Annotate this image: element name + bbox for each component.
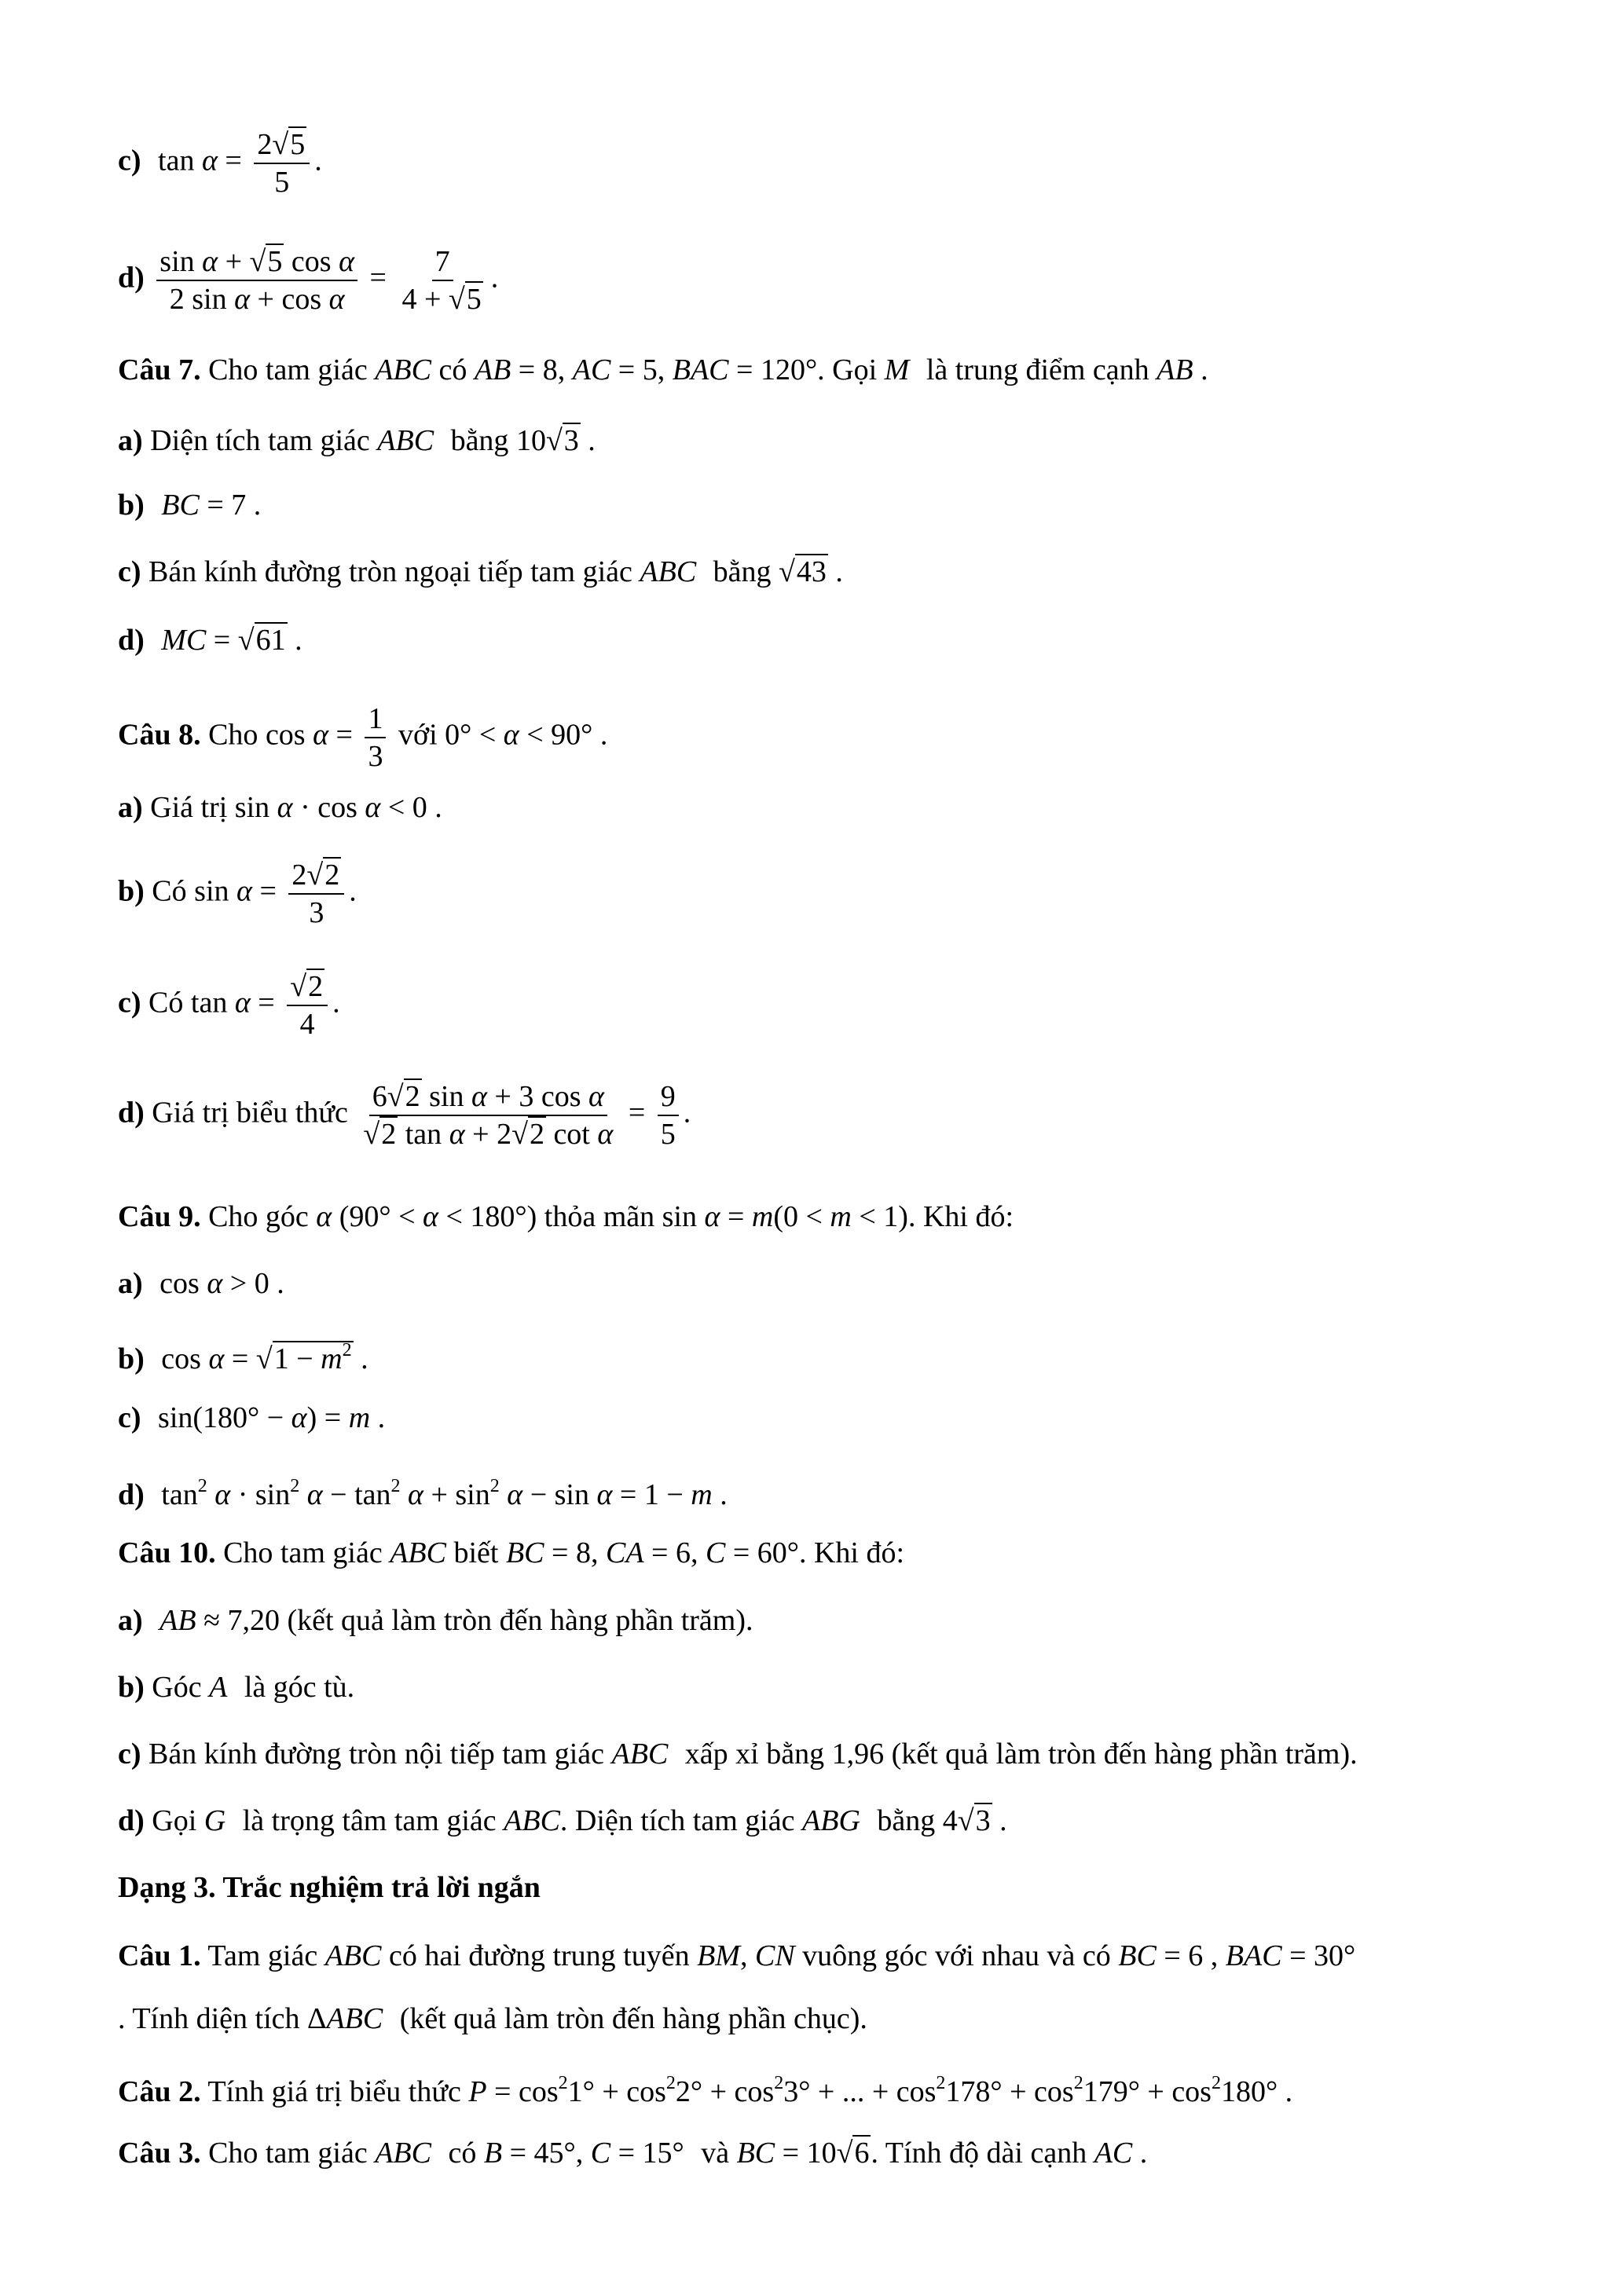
q8-option-a: a) Giá trị sin α · cos α < 0 . xyxy=(118,791,442,824)
short-q2: Câu 2. Tính giá trị biểu thức $P = \cos^21^\circ + \cos^22^\circ + \cos^23^\circ$ + ... + $\cos^2178^\circ + \cos^2179^\circ + \cos^2180^\circ$ . xyxy=(118,2073,1293,2108)
q9-option-a: a) cos α > 0 . xyxy=(118,1267,284,1300)
short-q3: Câu 3. Cho tam giác ABC có B = 45°, C = 15° và BC = 10√6. Tính độ dài cạnh AC . xyxy=(118,2137,1148,2170)
q10-option-d: d) Gọi G là trọng tâm tam giác ABC. Diện tích tam giác ABG bằng 4√3 . xyxy=(118,1804,1007,1837)
q8-option-b: b) Có sin α = $\frac{2√2}{3}$ . xyxy=(118,859,357,929)
fraction: $\frac{2√5}{5}$ xyxy=(254,128,310,199)
section-title: Dạng 3. Trắc nghiệm trả lời ngắn xyxy=(118,1871,541,1904)
math-expression: tan α = xyxy=(158,144,242,178)
q6-option-c: c) tan α = $\frac{2√5}{5}$ . xyxy=(118,128,322,199)
q10-stem: Câu 10. Cho tam giác ABC biết BC = 8, CA = 6, C = 60°. Khi đó: xyxy=(118,1536,905,1569)
option-label: d) xyxy=(118,261,145,295)
short-q1-line2: . Tính diện tích ΔABC (kết quả làm tròn đến hàng phần chục). xyxy=(118,2002,867,2035)
q10-option-a: a) AB ≈ 7,20 (kết quả làm tròn đến hàng phần trăm). xyxy=(118,1604,753,1637)
q7-option-d: d) MC = √61 . xyxy=(118,624,302,657)
fraction: $\frac{\text{6√2 sin α + 3 cos α}}{\text{√2 tan α + 2√2 cot α}}$ xyxy=(363,1080,614,1151)
q7-option-b: b) BC = 7 . xyxy=(118,489,262,522)
q8-option-d: d) Giá trị biểu thức $\frac{\text{6√2 sin α + 3 cos α}}{\text{√2 tan α + 2√2 cot α}}$ = $\frac{9}{5}$ . xyxy=(118,1080,691,1151)
fraction: $\frac{\text{sin α + √5 cos α}}{\text{2 sin α + cos α}}$ xyxy=(156,245,357,316)
short-q1-line1: Câu 1. Tam giác ABC có hai đường trung tuyến BM, CN vuông góc với nhau và có BC = 6 , BAC = 30° xyxy=(118,1939,1356,1972)
q7-option-a: a) Diện tích tam giác ABC bằng 10√3 . xyxy=(118,424,596,457)
option-label: c) xyxy=(118,144,141,178)
q8-option-c: c) Có tan α = $\frac{√2}{4}$ . xyxy=(118,970,340,1041)
q9-option-c: c) sin(180° − α) = m . xyxy=(118,1401,386,1434)
fraction: $\frac{2√2}{3}$ xyxy=(288,859,344,929)
question-label: Câu 7. xyxy=(118,353,201,386)
q7-option-c: c) Bán kính đường tròn ngoại tiếp tam giác ABC bằng √43 . xyxy=(118,555,843,588)
q7-stem: Câu 7. Cho tam giác ABC có AB = 8, AC = 5, BAC = 120°. Gọi M là trung điểm cạnh AB . xyxy=(118,353,1208,386)
q9-option-d: d) $\tan^2 \alpha \cdot \sin^2 \alpha - \tan^2 \alpha + \sin^2 \alpha - \sin \alpha = 1 - m$ . xyxy=(118,1476,728,1511)
fraction: $\frac{9}{5}$ xyxy=(658,1080,679,1151)
fraction: $\frac{1}{3}$ xyxy=(365,702,386,773)
fraction: $\frac{√2}{4}$ xyxy=(287,970,328,1041)
q9-option-b: b) $\cos \alpha = √1 - m^2$ . xyxy=(118,1340,368,1375)
q10-option-c: c) Bán kính đường tròn nội tiếp tam giác ABC xấp xỉ bằng 1,96 (kết quả làm tròn đến hàng phần trăm). xyxy=(118,1738,1358,1771)
fraction: $\frac{7}{4 + √5}$ xyxy=(401,245,482,316)
q10-option-b: b) Góc A là góc tù. xyxy=(118,1671,355,1704)
q6-option-d: d) $\frac{\text{sin α + √5 cos α}}{\text{2 sin α + cos α}}$ = $\frac{7}{4 + √5}$ . xyxy=(118,245,499,316)
q8-stem: Câu 8. Cho cos α = $\frac{1}{3}$ với 0° < α < 90° . xyxy=(118,702,608,773)
q9-stem: Câu 9. Cho góc α (90° < α < 180°) thỏa mãn sin α = m(0 < m < 1). Khi đó: xyxy=(118,1200,1014,1233)
